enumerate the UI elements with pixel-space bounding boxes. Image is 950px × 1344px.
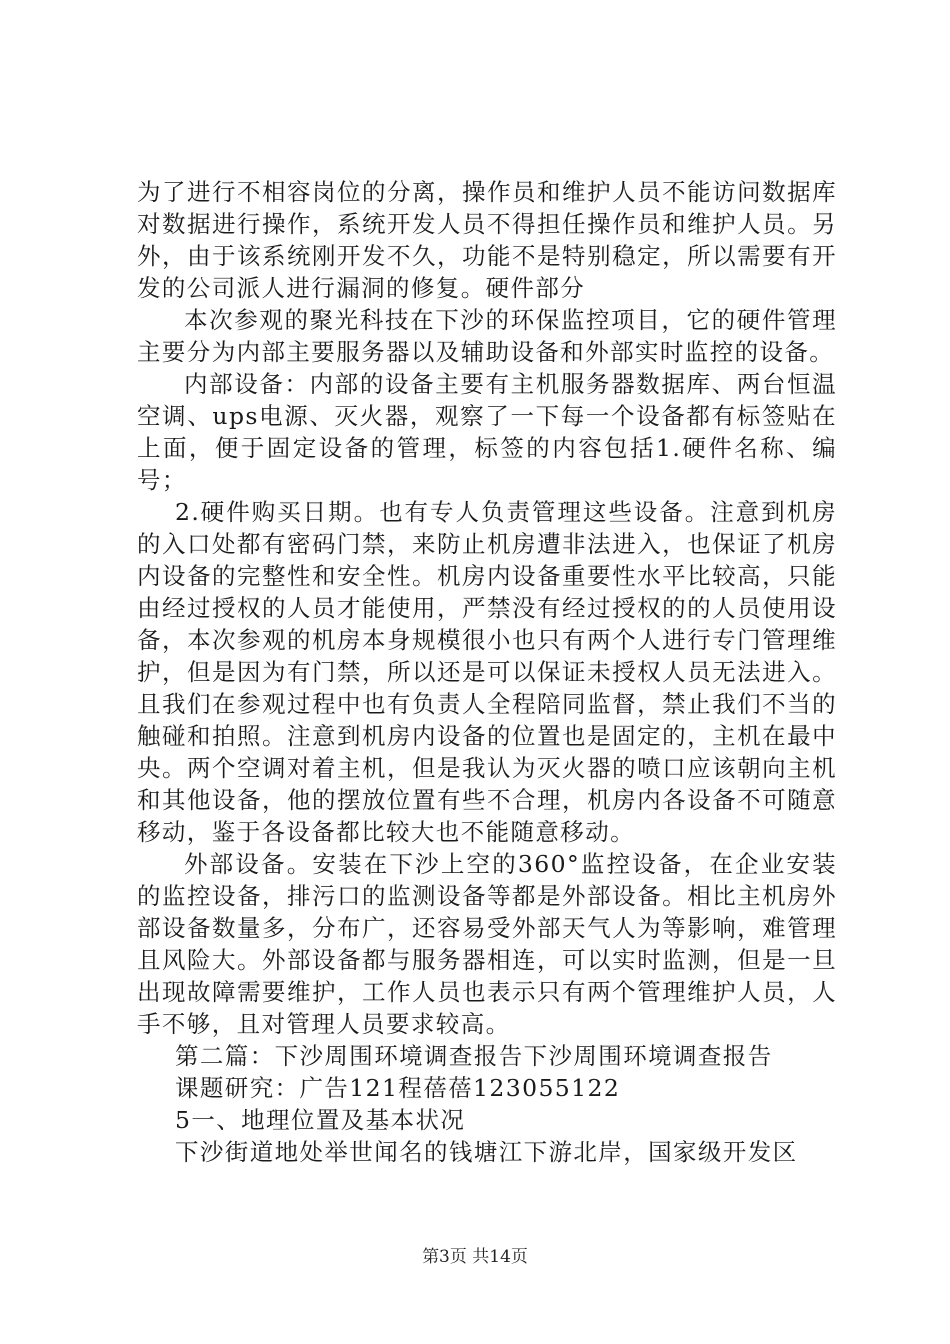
research-topic-line: 课题研究：广告121程蓓蓓123055122 [175,1074,621,1102]
page-number-footer: 第3页 共14页 [422,1247,528,1267]
paragraph-external-equipment: 外部设备。安装在下沙上空的360°监控设备，在企业安装的监控设备，排污口的监测设备等都是外部设备。相比主机房外部设备数量多，分布广，还容易受外部天气人为等影响，难管理且风险大。外部设备都与服务器相连，可以实时监测，但是一旦出现故障需要维护，工作人员也表示只有两个管理维护人员，人手不够，且对管理人员要求较高。 [137,850,837,1038]
paragraph-purchase-date: 2.硬件购买日期。也有专人负责管理这些设备。注意到机房的入口处都有密码门禁，来防止机房遭非法进入，也保证了机房内设备的完整性和安全性。机房内设备重要性水平比较高，只能由经过授权的人员才能使用，严禁没有经过授权的的人员使用设备，本次参观的机房本身规模很小也只有两个人进行专门管理维护，但是因为有门禁，所以还是可以保证未授权人员无法进入。且我们在参观过程中也有负责人全程陪同监督，禁止我们不当的触碰和拍照。注意到机房内设备的位置也是固定的，主机在最中央。两个空调对着主机，但是我认为灭火器的喷口应该朝向主机和其他设备，他的摆放位置有些不合理，机房内各设备不可随意移动，鉴于各设备都比较大也不能随意移动。 [137,498,837,846]
paragraph-internal-equipment: 内部设备：内部的设备主要有主机服务器数据库、两台恒温空调、ups电源、灭火器，观察了一下每一个设备都有标签贴在上面，便于固定设备的管理，标签的内容包括1.硬件名称、编号； [137,370,837,494]
section-heading-location: 5一、地理位置及基本状况 [175,1106,466,1134]
paragraph-xiasha-location: 下沙街道地处举世闻名的钱塘江下游北岸，国家级开发区 [175,1138,798,1166]
paragraph-hardware-intro: 本次参观的聚光科技在下沙的环保监控项目，它的硬件管理主要分为内部主要服务器以及辅助设备和外部实时监控的设备。 [137,306,837,366]
paragraph-separation-of-duties: 为了进行不相容岗位的分离，操作员和维护人员不能访问数据库对数据进行操作，系统开发人员不得担任操作员和维护人员。另外，由于该系统刚开发不久，功能不是特别稳定，所以需要有开发的公司派人进行漏洞的修复。硬件部分 [137,178,837,302]
heading-second-article: 第二篇：下沙周围环境调查报告下沙周围环境调查报告 [175,1042,773,1070]
document-body [137,176,837,1168]
